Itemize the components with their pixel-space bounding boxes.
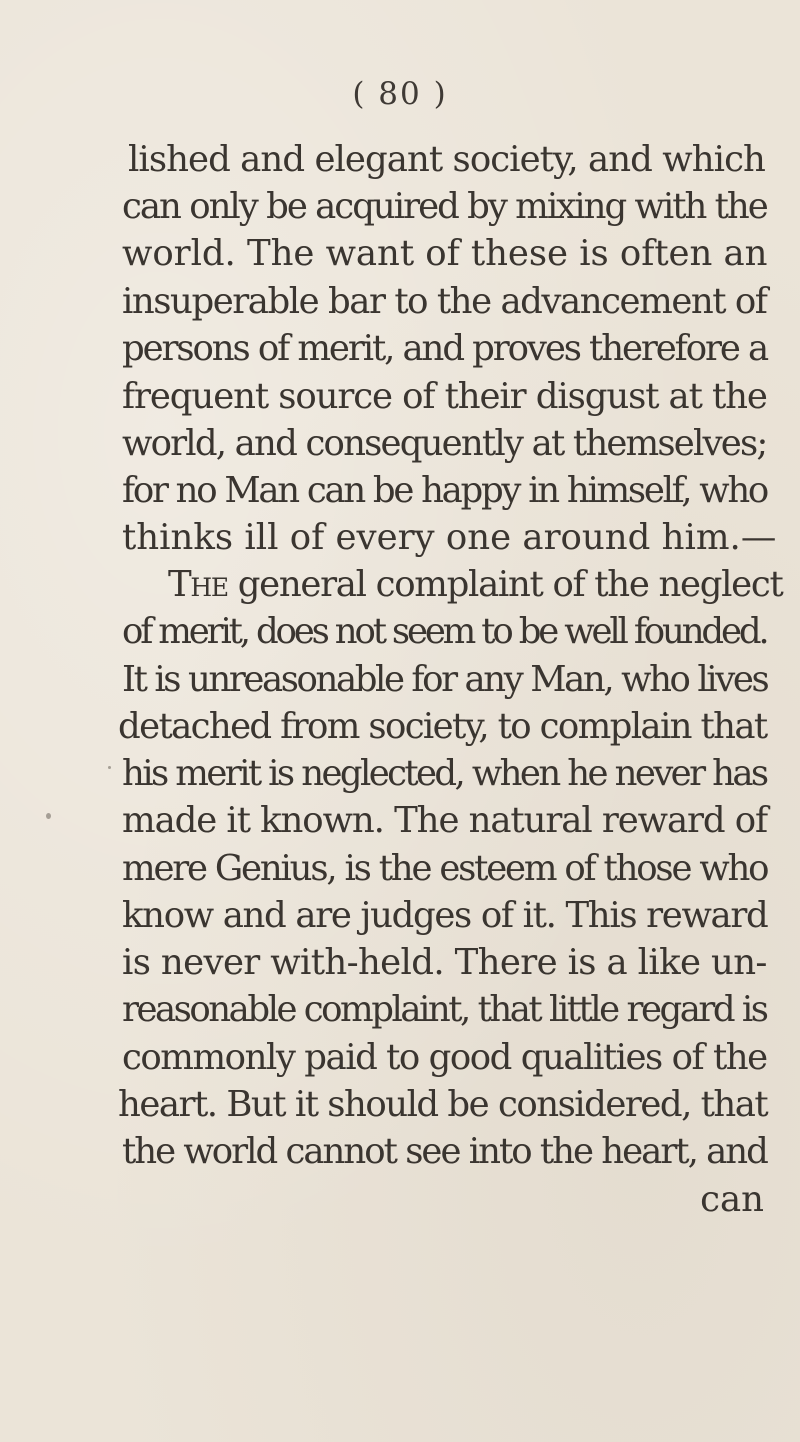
text-line: frequent source of their disgust at the bbox=[122, 376, 767, 417]
text-line: world. The want of these is often an bbox=[122, 233, 768, 274]
text-line: can only be acquired by mixing with the bbox=[122, 186, 767, 227]
catchword: can bbox=[700, 1179, 764, 1220]
text-line: detached from society, to complain that bbox=[118, 706, 767, 747]
text-line: heart. But it should be considered, that bbox=[118, 1084, 768, 1125]
text-line bbox=[168, 564, 783, 605]
text-line: world, and consequently at themselves; bbox=[122, 423, 767, 464]
text-line: know and are judges of it. This reward bbox=[122, 895, 768, 936]
text-line: It is unreasonable for any Man, who lives bbox=[122, 659, 768, 700]
text-line: mere Genius, is the esteem of those who bbox=[122, 848, 768, 889]
page-blemish bbox=[108, 766, 111, 769]
text-line: lished and elegant society, and which bbox=[128, 139, 765, 180]
text-line: of merit, does not seem to be well founded. bbox=[122, 611, 767, 652]
text-line: the world cannot see into the heart, and bbox=[122, 1131, 767, 1172]
text-line: thinks ill of every one around him.— bbox=[122, 517, 777, 558]
text-line: insuperable bar to the advancement of bbox=[122, 281, 767, 322]
text-line: is never with-held. There is a like un- bbox=[122, 942, 767, 983]
page-number: ( 80 ) bbox=[352, 76, 448, 112]
page-blemish bbox=[46, 813, 51, 819]
text-line-rest: general complaint of the neglect bbox=[227, 564, 783, 605]
text-line: made it known. The natural reward of bbox=[122, 800, 768, 841]
text-line: for no Man can be happy in himself, who bbox=[122, 470, 768, 511]
text-line: persons of merit, and proves therefore a bbox=[122, 328, 768, 369]
text-line: reasonable complaint, that little regard is bbox=[122, 989, 767, 1030]
text-line: his merit is neglected, when he never has bbox=[122, 753, 767, 794]
text-line: commonly paid to good qualities of the bbox=[122, 1037, 767, 1078]
paragraph-initial-word: The bbox=[168, 564, 228, 605]
